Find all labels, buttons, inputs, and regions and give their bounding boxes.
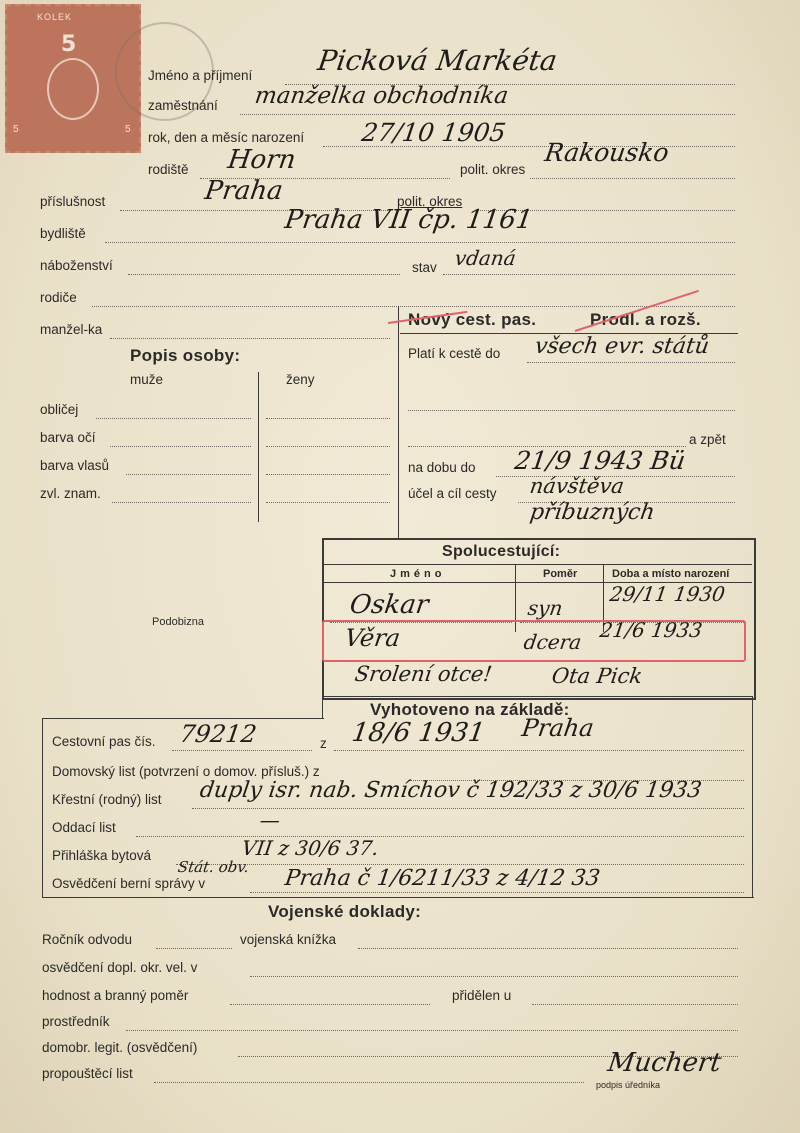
- krestni-value: duply isr. nab. Smíchov č 192/33 z 30/6 1933: [198, 778, 704, 803]
- popis-col-zeny: ženy: [286, 372, 315, 387]
- propousteci-label: propouštěcí list: [42, 1066, 133, 1081]
- stav-value: vdaná: [453, 246, 518, 270]
- rodiste-value: Horn: [225, 145, 298, 175]
- krestni-label: Křestní (rodný) list: [52, 792, 162, 807]
- domovsky-label: Domovský list (potvrzení o domov. přísluš.) z: [52, 764, 320, 779]
- osvedceni-value: Praha č 1/6211/33 z 4/12 33: [283, 866, 602, 891]
- novy-pas-label: Nový cest. pas.: [408, 310, 537, 329]
- polit-okres-value-1: Rakousko: [542, 138, 671, 167]
- pridelen-label: přidělen u: [452, 988, 512, 1003]
- podpis-value: Muchert: [605, 1048, 724, 1078]
- domobr-label: domobr. legit. (osvědčení): [42, 1040, 198, 1055]
- osvedceni-prefix: Stát. obv.: [176, 858, 251, 876]
- oddaci-value: —: [258, 808, 282, 832]
- nabozenstvi-label: náboženství: [40, 258, 113, 273]
- prostrednik-label: prostředník: [42, 1014, 110, 1029]
- osvedceni-label: Osvědčení berní správy v: [52, 876, 206, 891]
- narozeni-label: rok, den a měsíc narození: [148, 130, 305, 145]
- spolu-header-narozeni: Doba a místo narození: [612, 568, 730, 580]
- popis-row-oci: barva očí: [40, 430, 96, 445]
- spolu-row1-narozeni: 29/11 1930: [608, 582, 727, 606]
- spolu-row1-pomer: syn: [526, 596, 565, 620]
- prislusnost-label: příslušnost: [40, 194, 106, 209]
- zpet-label: a zpět: [689, 432, 726, 447]
- spolu-row2-narozeni: 21/6 1933: [598, 618, 704, 642]
- prodl-label: Prodl. a rozš.: [590, 310, 701, 329]
- oddaci-label: Oddací list: [52, 820, 116, 835]
- rodice-label: rodiče: [40, 290, 77, 305]
- popis-row-znam: zvl. znam.: [40, 486, 101, 501]
- hodnost-label: hodnost a branný poměr: [42, 988, 189, 1003]
- revenue-stamp: KOLEK 5 5 5: [5, 4, 141, 153]
- stamp-seal-icon: [47, 58, 99, 120]
- ucel-value-2: příbuzných: [528, 500, 657, 525]
- ucel-value-1: návštěva: [528, 474, 626, 498]
- spolu-note-sign: Ota Pick: [550, 664, 644, 688]
- cestovni-z-label: z: [320, 736, 327, 751]
- bydliste-label: bydliště: [40, 226, 86, 241]
- vojenske-title: Vojenské doklady:: [268, 902, 422, 921]
- stamp-denomination: 5: [61, 32, 77, 57]
- vyhotoveno-title: Vyhotoveno na základě:: [370, 700, 570, 719]
- plati-value: všech evr. států: [533, 334, 711, 359]
- polit-okres-label-1: polit. okres: [460, 162, 526, 177]
- spolu-header-pomer: Poměr: [543, 568, 578, 580]
- prislusnost-value: Praha: [202, 176, 285, 206]
- prihlaska-label: Přihláška bytová: [52, 848, 152, 863]
- spolu-row2-jmeno: Věra: [343, 624, 403, 652]
- knizka-label: vojenská knížka: [240, 932, 337, 947]
- jmeno-value: Picková Markéta: [315, 44, 560, 77]
- cestovni-place: Praha: [520, 714, 596, 742]
- rodiste-label: rodiště: [148, 162, 189, 177]
- dopl-label: osvědčení dopl. okr. vel. v: [42, 960, 198, 975]
- podobizna-label: Podobizna: [152, 616, 204, 628]
- cestovni-label: Cestovní pas čís.: [52, 734, 156, 749]
- spolu-row1-jmeno: Oskar: [347, 590, 431, 620]
- popis-title: Popis osoby:: [130, 346, 241, 365]
- spolu-row2-pomer: dcera: [522, 630, 584, 654]
- spolu-header-jmeno: Jméno: [390, 568, 446, 580]
- popis-row-oblicej: obličej: [40, 402, 79, 417]
- rocnik-label: Ročník odvodu: [42, 932, 133, 947]
- doba-label: na dobu do: [408, 460, 476, 475]
- prihlaska-value: VII z 30/6 37.: [240, 836, 381, 860]
- bydliste-value: Praha VII čp. 1161: [282, 205, 535, 235]
- zamestnani-value: manželka obchodníka: [253, 83, 510, 109]
- spolu-title: Spolucestující:: [442, 543, 561, 560]
- jmeno-label: Jméno a příjmení: [148, 68, 253, 83]
- ucel-label: účel a cíl cesty: [408, 486, 497, 501]
- cestovni-date: 18/6 1931: [349, 718, 487, 748]
- spolu-note: Srolení otce!: [353, 662, 494, 686]
- popis-row-vlasu: barva vlasů: [40, 458, 110, 473]
- plati-label: Platí k cestě do: [408, 346, 501, 361]
- polit-okres-label-2: polit. okres: [397, 194, 463, 209]
- manzel-label: manžel-ka: [40, 322, 103, 337]
- cestovni-value: 79212: [178, 720, 259, 748]
- popis-col-muze: muže: [130, 372, 164, 387]
- zamestnani-label: zaměstnání: [148, 98, 218, 113]
- podpis-label: podpis úředníka: [596, 1080, 661, 1090]
- doba-value: 21/9 1943 Bü: [512, 446, 688, 475]
- narozeni-value: 27/10 1905: [359, 118, 508, 147]
- stav-label: stav: [412, 260, 437, 275]
- stamp-label: KOLEK: [37, 12, 73, 22]
